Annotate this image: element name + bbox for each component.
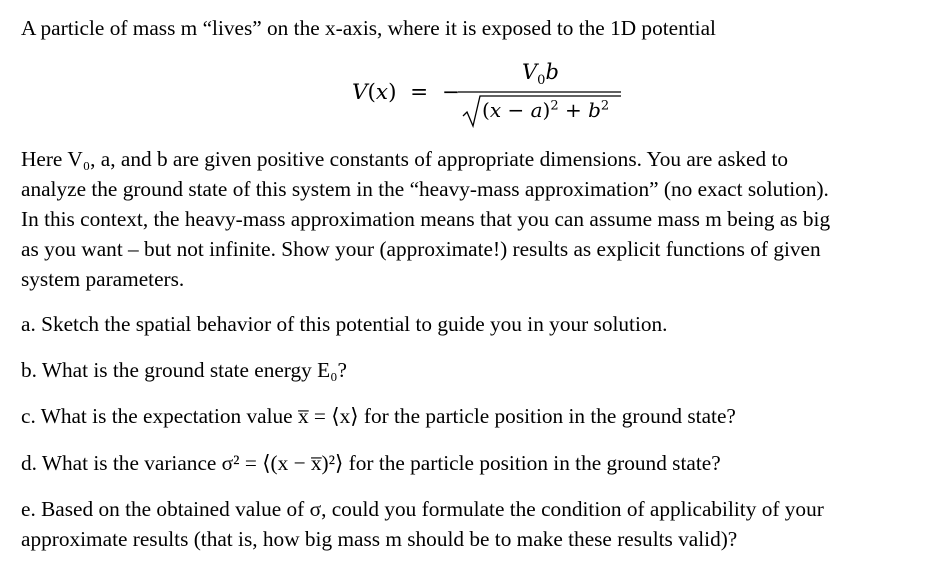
potential-equation <box>0 56 951 128</box>
paragraph-line-5: system parameters. <box>21 267 185 291</box>
question-e-line-2: approximate results (that is, how big mass m should be to make these results valid)? <box>21 527 738 551</box>
paragraph-line-4: as you want – but not infinite. Show your (approximate!) results as explicit functions of given <box>21 237 821 261</box>
question-c: c. What is the expectation value x̅ = ⟨x⟩ for the particle position in the ground state? <box>21 404 736 428</box>
question-e-line-1: e. Based on the obtained value of σ, could you formulate the condition of applicability of your <box>21 497 824 521</box>
equation-denominator: $(x - a)^2 + b^2$ <box>482 98 610 122</box>
question-a: a. Sketch the spatial behavior of this potential to guide you in your solution. <box>21 312 668 336</box>
paragraph-line-1: Here V₀, a, and b are given positive constants of appropriate dimensions. You are asked to <box>21 147 789 171</box>
paragraph-line-2: analyze the ground state of this system in the “heavy-mass approximation” (no exact solution). <box>21 177 829 201</box>
question-b: b. What is the ground state energy E₀? <box>21 358 348 382</box>
equation-numerator: $V_0b$ <box>522 60 559 89</box>
fraction-and-radical-lines <box>0 56 951 128</box>
paragraph-line-3: In this context, the heavy-mass approximation means that you can assume mass m being as big <box>21 207 831 231</box>
intro-text: A particle of mass m “lives” on the x-axis, where it is exposed to the 1D potential <box>21 16 716 40</box>
question-d: d. What is the variance σ² = ⟨(x − x̅)²⟩ for the particle position in the ground state? <box>21 451 721 475</box>
equation-lhs: V(x) = − <box>352 80 460 105</box>
